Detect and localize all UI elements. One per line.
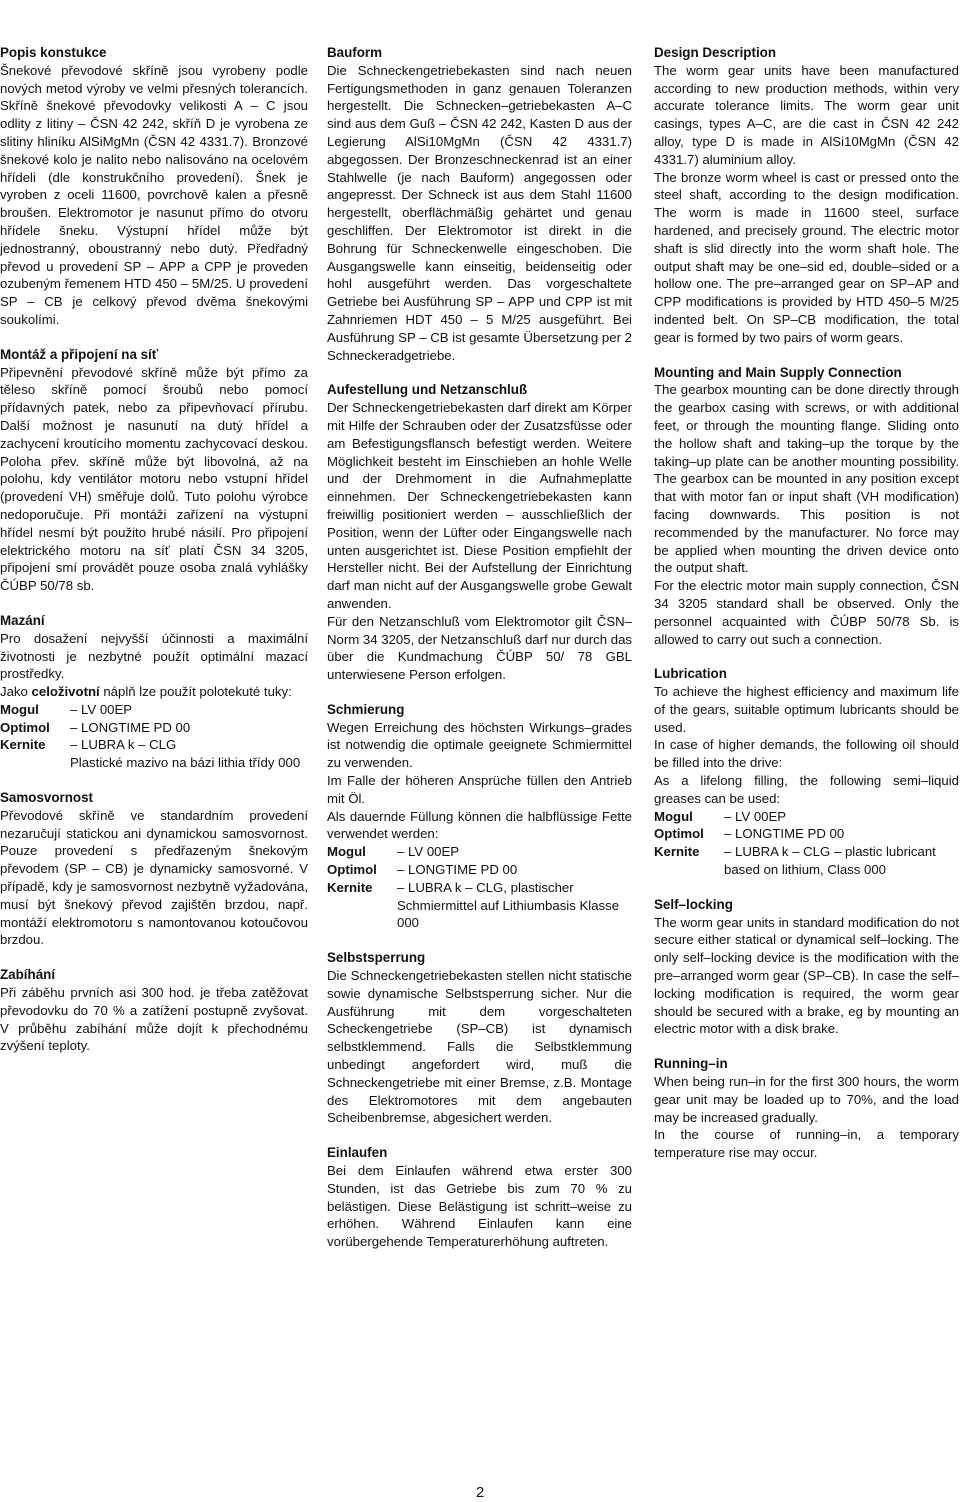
de-design-text: Die Schneckengetriebekasten sind nach neuen Fertigungsmethoden in ganz genauen Toleranzen hergestellt. Die Schnecken–getriebekasten A–C sind aus dem Guß – ČSN 42 242, Kasten D aus der Legierung AlSi10MgMn (ČSN 42 4331.7) abgegossen. Der Bronzeschneckenrad ist an einer Stahlwelle (je nach Bauform) angegossen oder angepresst. Der Schneck ist aus dem Stahl 11600 hergestellt, oberflächmäßig gehärtet und genau geschliffen. Der Elektromotor ist direkt in die Bohrung für Schneckenwelle eingeschoben. Die Ausgangswelle kann einseitig, beidenseitig oder hohl ausgeführt werden. Das vorgeschaltete Getriebe bei Ausführung SP – APP und CPP ist mit Zahnriemen HDT 450 – 5 M/25 ausgeführt. Bei Ausführung SP – CB ist gesamte Übersetzung per 2 Schneckeradgetriebe.	[327, 62, 632, 363]
lubricant-name: Optimol	[327, 862, 377, 878]
en-lubricant-list	[654, 808, 959, 879]
lubricant-value: – LUBRA k – CLG, plastischer Schmiermittel auf Lithiumbasis Klasse 000	[397, 879, 620, 931]
de-lubricant-list	[327, 843, 632, 932]
cz-selflocking-heading: Samosvornost	[0, 790, 94, 806]
cz-design-heading: Popis konstukce	[0, 45, 107, 60]
en-selflocking-heading: Self–locking	[654, 896, 733, 912]
en-mounting-text: The gearbox mounting can be done directly through the gearbox casing with screws, or with additional feet, or through the mounting flange. Sliding onto the hollow shaft and taking–up the torque by the taking–up plate can be another mounting possibility. The gearbox can be mounted in any position except that with motor fan or input shaft (VH modification) facing downwards. This position is not recommended by the manufacturer. No force may be applied when mounting the driven device onto the output shaft.	[654, 382, 959, 576]
lubricant-name: Optimol	[654, 826, 704, 842]
lubricant-name: Mogul	[654, 808, 693, 824]
en-design-text2: The bronze worm wheel is cast or pressed onto the steel shaft, according to the design modification. The worm is made in 11600 steel, surface hardened, and precisely ground. The electric motor shaft is slid directly into the worm shaft hole. The output shaft may be one–sid ed, double–sided or a hollow one. The pre–arranged gear on SP–AP and CPP modifications is provided by HTD 450–5 M/25 indented belt. On SP–CB modification, the total gear is formed by two pairs of worm gears.	[654, 169, 959, 345]
en-runningin-heading: Running–in	[654, 1056, 728, 1072]
cz-lubrication-text: Pro dosažení nejvyšší účinnosti a maximální životnosti je nezbytné použít optimální mazací prostředky.	[0, 630, 308, 682]
en-runningin-text2: In the course of running–in, a temporary temperature rise may occur.	[654, 1127, 959, 1161]
lubricant-name: Optimol	[0, 719, 50, 735]
czech-column	[0, 44, 308, 1072]
page-number: 2	[475, 1484, 485, 1501]
cz-lubrication-section	[0, 612, 308, 772]
cz-design-text: Šnekové převodové skříně jsou vyrobeny podle nových metod výroby ve velmi přesných tolerancích. Skříně šnekové převodovky velikosti A – C jsou odlity z litiny – ČSN 42 242, skříň D je vyrobena ze slitiny hliníku AlSiMgMn (ČSN 42 4331.7). Bronzové šnekové kolo je nalito nebo nalisováno na ocelovém hřídeli (dle konstrukčního provedení). Šnek je vyroben z oceli 11600, povrchově kalen a přesně broušen. Elektromotor je nasunut přímo do otvoru hřídele šneku. Výstupní hřídel může být jednostranný, oboustranný nebo dutý. Předřadný převod u provedení SP – APP a CPP je proveden ozubeným řemenem HTD 450 – 5M/25. U provedení SP – CB je celkový převod dvěma šnekovými soukolími.	[0, 62, 308, 327]
lubricant-value: – LUBRA k – CLG	[70, 737, 177, 753]
lubricant-value: – LV 00EP	[70, 701, 133, 717]
cz-runningin-section	[0, 966, 308, 1055]
en-mounting-section	[654, 364, 959, 649]
en-selflocking-section	[654, 896, 959, 1038]
cz-mounting-section	[0, 346, 308, 595]
cz-selflocking-text: Převodové skříně ve standardním provedení nezaručují statickou ani dynamickou samosvornost. Pouze provedení s předřazeným šnekovým převodem (SP – CB) je dynamicky samosvorné. V případě, kdy je samosvornost nezbytně vyžadována, musí být šnekový převod zajištěn brzdou, např. montáží elektromotoru s namontovanou kotoučovou brzdou.	[0, 807, 308, 948]
cz-mounting-text: Připevnění převodové skříně může být přímo za těleso skříně pomocí šroubů nebo pomocí přídavných patek, nebo za připevňovací přírubu. Další možnost je nasunutí na dutý hřídel a zachycení kroutícího momentu zachycovací deskou. Poloha přev. skříně může být libovolná, až na polohu, kdy ventilátor motoru nebo vstupní hřídel (provedení VH) směřuje dolů. Tuto polohu výrobce nedoporučuje. Při montáži zařízení na výstupní hřídel nesmí být použito hrubé násilí. Pro připojení elektrického motoru na síť platí ČSN 34 3205, připojení smí provádět pouze osoba znalá vyhlášky ČÚBP 50/78 sb.	[0, 364, 308, 594]
de-runningin-section	[327, 1144, 632, 1251]
de-mounting-section	[327, 381, 632, 684]
de-runningin-heading: Einlaufen	[327, 1145, 388, 1161]
cz-runningin-text: Při záběhu prvních asi 300 hod. je třeba zatěžovat převodovku do 70 % a zatížení postupně zvyšovat. V průběhu zabíhání může dojít k přechodnému zvýšení teploty.	[0, 985, 308, 1054]
en-lubrication-heading: Lubrication	[654, 666, 727, 682]
en-selflocking-text: The worm gear units in standard modification do not secure either statical or dynamical self–locking. The only self–locking device is the modification with the pre–arranged worm gear (SP–CB). In case the self–locking modification is required, the worm gear should be secured with a brake, eg by mounting an electric motor with a disk brake.	[654, 914, 959, 1037]
cz-lubricant-note: Plastické mazivo na bázi lithia třídy 000	[70, 755, 301, 771]
en-design-text: The worm gear units have been manufactured according to new production methods, within very accurate tolerance limits. The worm gear unit casings, types A–C, are die cast in ČSN 42 242 alloy, type D is made in AlSi10MgMn (ČSN 42 4331.7) aluminium alloy.	[654, 62, 959, 167]
en-lubrication-text3: As a lifelong filling, the following semi–liquid greases can be used:	[654, 773, 959, 806]
en-runningin-text: When being run–in for the first 300 hours, the worm gear unit may be loaded up to 70%, and the load may be increased gradually.	[654, 1074, 959, 1125]
en-mounting-text2: For the electric motor main supply connection, ČSN 34 3205 standard shall be observed. Only the personnel acquainted with ČÚBP 50/78 Sb. is allowed to carry out such a connection.	[654, 578, 959, 647]
cz-mounting-heading: Montáž a připojení na síť	[0, 346, 159, 362]
de-mounting-text2: Für den Netzanschluß vom Elektromotor gilt ČSN–Norm 34 3205, der Netzanschluß darf nur durch das über die Kundmachung ČÚBP 50/ 78 GBL unterwiesene Person erfolgen.	[327, 613, 632, 683]
de-selflocking-heading: Selbstsperrung	[327, 950, 426, 966]
lubricant-name: Mogul	[0, 701, 39, 717]
lubricant-value: – LONGTIME PD 00	[397, 862, 518, 878]
en-runningin-section	[654, 1055, 959, 1162]
cz-runningin-heading: Zabíhání	[0, 967, 56, 983]
de-mounting-text: Der Schneckengetriebekasten darf direkt am Körper mit Hilfe der Schrauben oder der Zusatzsfüsse oder am Befestigungsflansch befestigt werden. Weitere Möglichkeit besteht im Einschieben an hohle Welle und der Drehmoment in die Aufnahmeplatte einnehmen. Der Schneckengetriebekasten kann freiwillig positioniert werden – ausschließlich der Position, wenn der Lüfter oder Eingangswelle nach unten ausgerichtet ist. Diese Position empfiehlt der Hersteller nicht. Bei der Aufstellung der Einrichtung darf man nicht auf der Ausgangswelle grobe Gewalt anwenden.	[327, 400, 632, 611]
english-column	[654, 44, 959, 1179]
lubricant-name: Kernite	[654, 844, 700, 860]
de-design-section	[327, 44, 632, 364]
de-lubrication-text3: Als dauernde Füllung können die halbflüssige Fette verwendet werden:	[327, 808, 632, 842]
de-design-heading: Bauform	[327, 45, 383, 60]
de-lubrication-section	[327, 701, 632, 932]
lubricant-name: Kernite	[327, 879, 373, 895]
lubricant-value: – LONGTIME PD 00	[724, 826, 845, 842]
lubricant-value: – LONGTIME PD 00	[70, 719, 191, 735]
cz-lubricant-list	[0, 701, 308, 754]
lubricant-name: Kernite	[0, 737, 46, 753]
lubricant-value: – LUBRA k – CLG – plastic lubricant based on lithium, Class 000	[724, 844, 936, 878]
en-lubrication-section	[654, 665, 959, 879]
cz-lubrication-lifelong: Jako celoživotní náplň lze použít polotekuté tuky:	[0, 684, 292, 700]
en-lubrication-text: To achieve the highest efficiency and maximum life of the gears, suitable optimum lubricants should be used.	[654, 684, 959, 735]
de-selflocking-text: Die Schneckengetriebekasten stellen nicht statische sowie dynamische Selbstsperrung sicher. Nur die Ausführung mit dem vorgeschalteten Scheckengetriebe (SP–CB) ist dynamisch selbstklemmend. Falls die Selbstklemmung unbedingt angefordert wird, muß die Schneckengetriebe mit einer Bremse, z.B. Montage des Elektromotores mit dem angebauten Scheibenbremse, abgesichert werden.	[327, 968, 632, 1126]
lubricant-value: – LV 00EP	[724, 808, 787, 824]
lubricant-name: Mogul	[327, 844, 366, 860]
cz-design-section	[0, 44, 308, 329]
de-lubrication-heading: Schmierung	[327, 701, 405, 717]
de-lubrication-text2: Im Falle der höheren Ansprüche füllen den Antrieb mit Öl.	[327, 773, 632, 806]
de-runningin-text: Bei dem Einlaufen während etwa erster 300 Stunden, ist das Getriebe bis zum 70 % zu belästigen. Diese Belästigung ist schritt–weise zu erhöhen. Während Einlaufen kann eine vorübergehende Temperaturerhöhung auftreten.	[327, 1163, 632, 1250]
german-column	[327, 44, 632, 1268]
en-lubrication-text2: In case of higher demands, the following oil should be filled into the drive:	[654, 737, 959, 771]
en-mounting-heading: Mounting and Main Supply Connection	[654, 364, 902, 380]
en-design-heading: Design Description	[654, 45, 777, 60]
cz-selflocking-section	[0, 789, 308, 949]
en-design-section	[654, 44, 959, 347]
lubricant-value: – LV 00EP	[397, 844, 460, 860]
de-mounting-heading: Aufestellung und Netzanschluß	[327, 382, 528, 398]
de-selflocking-section	[327, 949, 632, 1127]
cz-lubrication-heading: Mazání	[0, 612, 45, 628]
de-lubrication-text: Wegen Erreichung des höchsten Wirkungs–grades ist notwendig die optimale geeignete Schmiermittel zu verwenden.	[327, 719, 632, 771]
